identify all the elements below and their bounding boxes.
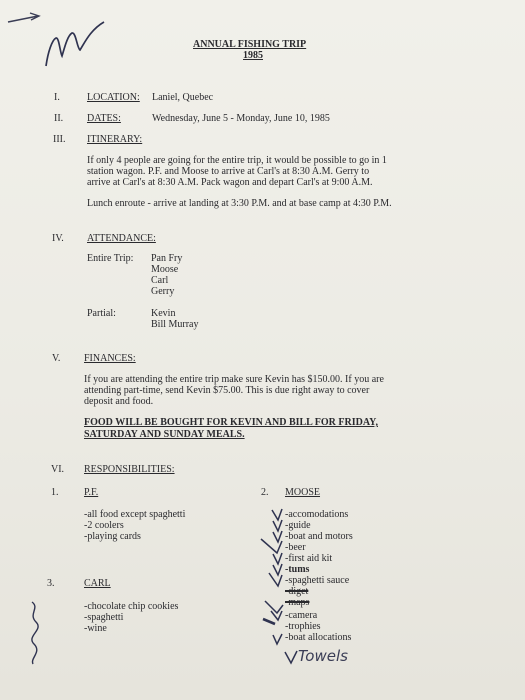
itinerary-label: ITINERARY: [87,134,143,145]
pf-item: -2 coolers [84,520,124,531]
carl-item: -wine [84,623,107,634]
food-notice-line-2: SATURDAY AND SUNDAY MEALS. [84,429,245,440]
section-number-responsibilities: VI. [51,464,65,475]
moose-item: -guide [285,520,311,531]
moose-item: -accomodations [285,509,349,520]
moose-item: -boat and motors [285,531,353,542]
moose-heading: MOOSE [285,487,321,498]
attendee-pan-fry: Pan Fry [151,253,183,264]
pf-heading: P.F. [84,487,99,498]
carl-item: -chocolate chip cookies [84,601,179,612]
section-number-attendance: IV. [52,233,64,244]
section-number-location: I. [54,92,60,103]
handwritten-towels: Towels [298,647,348,665]
carl-item: -spaghetti [84,612,124,623]
location-value: Laniel, Quebec [152,92,214,103]
moose-item: -spaghetti sauce [285,575,350,586]
attendee-bill-murray: Bill Murray [151,319,199,330]
attendee-carl: Carl [151,275,169,286]
responsibilities-label: RESPONSIBILITIES: [84,464,175,475]
entire-trip-label: Entire Trip: [87,253,134,264]
moose-item: -first aid kit [285,553,333,564]
finances-label: FINANCES: [84,353,136,364]
section-number-dates: II. [54,113,64,124]
itinerary-text-line-3: arrive at Carl's at 8:30 A.M. Pack wagon and depart Carl's at 9:00 A.M. [87,177,373,188]
document-year: 1985 [243,50,263,61]
attendee-moose: Moose [151,264,179,275]
moose-number: 2. [261,487,269,498]
moose-item-struck: -diget [285,586,309,597]
handwritten-checkmarks [255,505,295,650]
partial-label: Partial: [87,308,116,319]
moose-item-struck: -maps [285,597,310,608]
moose-item: -boat allocations [285,632,352,643]
itinerary-text-line-2: station wagon. P.F. and Moose to arrive at Carl's at 8:30 A.M. Gerry to [87,166,370,177]
moose-item: -camera [285,610,318,621]
finances-text-line-1: If you are attending the entire trip make sure Kevin has $150.00. If you are [84,374,384,385]
attendee-kevin: Kevin [151,308,176,319]
document-title: ANNUAL FISHING TRIP [193,39,307,50]
moose-item: -beer [285,542,306,553]
carl-number: 3. [47,578,55,589]
finances-text-line-3: deposit and food. [84,396,154,407]
attendance-label: ATTENDANCE: [87,233,156,244]
itinerary-lunch-line: Lunch enroute - arrive at landing at 3:30 P.M. and at base camp at 4:30 P.M. [87,198,392,209]
section-number-itinerary: III. [53,134,66,145]
moose-item: -trophies [285,621,321,632]
pf-number: 1. [51,487,59,498]
handwritten-scribble-mark [0,0,120,80]
itinerary-text-line-1: If only 4 people are going for the entire trip, it would be possible to go in 1 [87,155,387,166]
pf-item: -all food except spaghetti [84,509,186,520]
moose-item: -tums [285,564,310,575]
location-label: LOCATION: [87,92,140,103]
food-notice-line-1: FOOD WILL BE BOUGHT FOR KEVIN AND BILL FOR FRIDAY, [84,417,378,428]
handwritten-squiggle-mark [20,598,50,668]
handwritten-checkmark [283,650,301,666]
dates-value: Wednesday, June 5 - Monday, June 10, 1985 [152,113,330,124]
section-number-finances: V. [52,353,61,364]
attendee-gerry: Gerry [151,286,175,297]
finances-text-line-2: attending part-time, send Kevin $75.00. This is due right away to cover [84,385,370,396]
carl-heading: CARL [84,578,111,589]
dates-label: DATES: [87,113,121,124]
pf-item: -playing cards [84,531,141,542]
